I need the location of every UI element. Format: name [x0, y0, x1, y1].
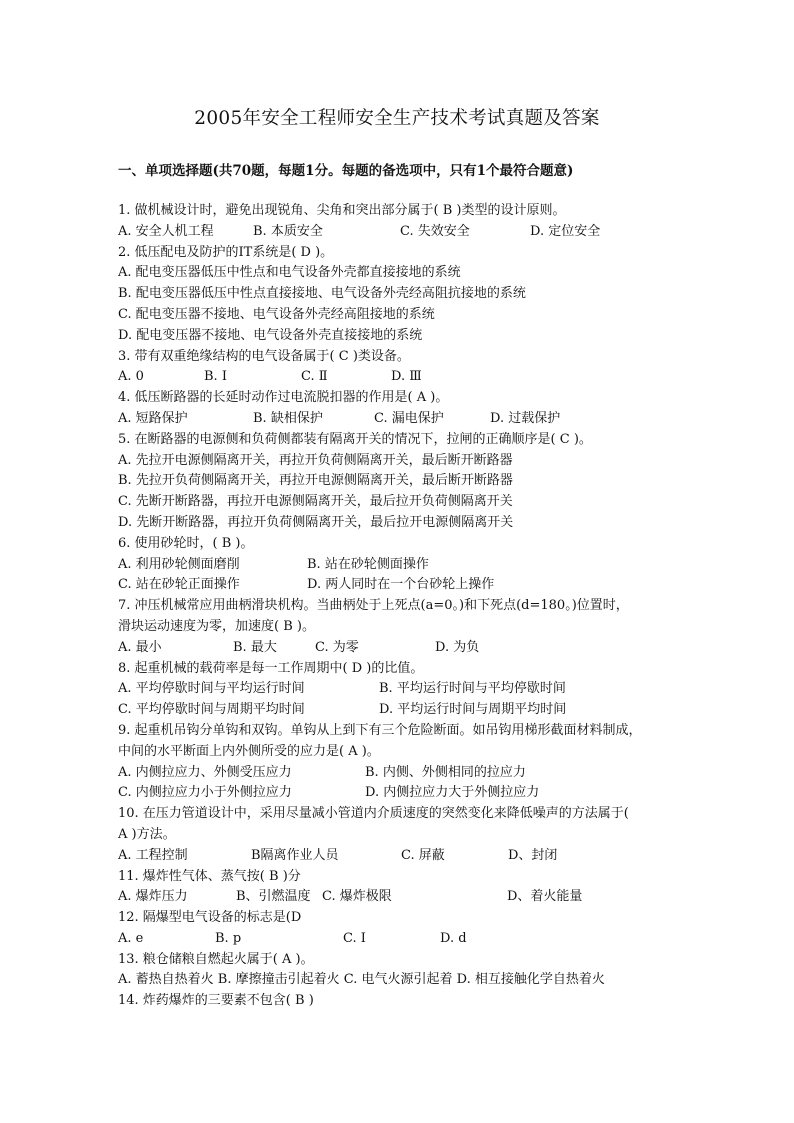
option-item: C. 屏蔽 — [401, 847, 445, 863]
option-row — [118, 222, 718, 243]
option-item: B. 内侧、外侧相同的拉应力 — [365, 764, 526, 780]
option-row — [118, 367, 718, 388]
option-row — [118, 763, 718, 784]
option-item: D. d — [440, 930, 467, 946]
text-line: 10. 在压力管道设计中，采用尽量减小管道内介质速度的突然变化来降低噪声的方法属于( — [118, 806, 629, 822]
option-item: A. 爆炸压力 — [118, 889, 188, 905]
option-item: B. 站在砂轮侧面操作 — [307, 556, 429, 572]
option-row — [118, 555, 718, 576]
option-item: B、引燃温度 — [236, 889, 311, 905]
option-item: A. 最小 — [118, 639, 162, 655]
option-row — [118, 700, 718, 721]
document-title: 2005年安全工程师安全生产技术考试真题及答案 — [194, 108, 600, 129]
option-item: A. 工程控制 — [118, 847, 188, 863]
option-item: A. 平均停歇时间与平均运行时间 — [118, 681, 305, 697]
option-item: B. I — [204, 369, 227, 385]
text-line: B. 先拉开负荷侧隔离开关，再拉开电源侧隔离开关，最后断开断路器 — [118, 473, 513, 489]
text-line: B. 配电变压器低压中性点直接接地、电气设备外壳经高阻抗接地的系统 — [118, 286, 526, 302]
option-item: C. 失效安全 — [400, 223, 470, 239]
text-line: C. 先断开断路器，再拉开电源侧隔离开关，最后拉开负荷侧隔离开关 — [118, 494, 513, 510]
option-item: B隔离作业人员 — [251, 847, 339, 863]
option-item: B. 本质安全 — [253, 223, 323, 239]
option-item: C. 爆炸极限 — [322, 889, 392, 905]
option-item: D. Ⅲ — [391, 369, 422, 385]
text-line: 8. 起重机械的载荷率是每一工作周期中( D )的比值。 — [118, 660, 424, 676]
option-item: D. 过载保护 — [490, 410, 561, 426]
option-item: B. 最大 — [233, 639, 277, 655]
text-line: D. 先断开断路器，再拉开负荷侧隔离开关，最后拉开电源侧隔离开关 — [118, 514, 514, 530]
question-body — [118, 201, 718, 1012]
option-item: D. 为负 — [435, 639, 480, 655]
text-line: 4. 低压断路器的长延时动作过电流脱扣器的作用是( A )。 — [118, 390, 449, 406]
option-item: B. 平均运行时间与平均停歇时间 — [379, 681, 566, 697]
option-item: D. 内侧拉应力大于外侧拉应力 — [365, 785, 540, 801]
option-row — [118, 679, 718, 700]
text-line: 7. 冲压机械常应用曲柄滑块机构。当曲柄处于上死点(a=0。)和下死点(d=180。)位置时， — [118, 598, 629, 614]
text-line: 5. 在断路器的电源侧和负荷侧都装有隔离开关的情况下，拉闸的正确顺序是( C )。 — [118, 431, 592, 447]
option-item: C. I — [343, 930, 366, 946]
text-line: 12. 隔爆型电气设备的标志是(D — [118, 910, 302, 926]
text-line: A. 蓄热自热着火 B. 摩擦撞击引起着火 C. 电气火源引起着 D. 相互接触化学自热着火 — [118, 972, 605, 988]
option-item: A. 短路保护 — [118, 410, 188, 426]
text-line: A. 先拉开电源侧隔离开关，再拉开负荷侧隔离开关，最后断开断路器 — [118, 452, 513, 468]
option-item: C. 站在砂轮正面操作 — [118, 577, 240, 593]
option-row — [118, 575, 718, 596]
option-item: A. e — [118, 930, 144, 946]
option-item: D. 两人同时在一个台砂轮上操作 — [307, 577, 495, 593]
text-line: 2. 低压配电及防护的IT系统是( D )。 — [118, 244, 334, 260]
option-item: A. 内侧拉应力、外侧受压应力 — [118, 764, 292, 780]
option-item: D. 平均运行时间与周期平均时间 — [379, 702, 567, 718]
option-item: B. 缺相保护 — [253, 410, 323, 426]
text-line: 14. 炸药爆炸的三要素不包含( B ) — [118, 993, 314, 1009]
text-line: 13. 粮仓储粮自燃起火属于( A )。 — [118, 951, 314, 967]
text-line: 1. 做机械设计时，避免出现锐角、尖角和突出部分属于( B )类型的设计原则。 — [118, 203, 566, 218]
option-item: C. 漏电保护 — [374, 410, 444, 426]
option-row — [118, 638, 718, 659]
option-row — [118, 887, 718, 908]
text-line: A )方法。 — [118, 826, 176, 842]
text-line: C. 配电变压器不接地、电气设备外壳经高阻接地的系统 — [118, 306, 435, 322]
option-item: C. 内侧拉应力小于外侧拉应力 — [118, 785, 292, 801]
option-row — [118, 846, 718, 867]
option-item: A. 利用砂轮侧面磨削 — [118, 556, 240, 572]
option-item: C. Ⅱ — [301, 369, 328, 385]
text-line: 滑块运动速度为零，加速度( B )。 — [118, 618, 315, 634]
text-line: 中间的水平断面上内外侧所受的应力是( A )。 — [118, 743, 380, 759]
text-line: 6. 使用砂轮时，( B )。 — [118, 535, 254, 551]
option-row — [118, 783, 718, 804]
text-line: 11. 爆炸性气体、蒸气按( B )分 — [118, 868, 301, 884]
option-row — [118, 929, 718, 950]
section-heading: 一、单项选择题(共70题，每题1分。每题的备选项中，只有1个最符合题意) — [118, 163, 574, 179]
text-line: A. 配电变压器低压中性点和电气设备外壳都直接接地的系统 — [118, 265, 461, 281]
option-item: C. 平均停歇时间与周期平均时间 — [118, 702, 305, 718]
option-item: D、封闭 — [508, 847, 558, 863]
text-line: 3. 带有双重绝缘结构的电气设备属于( C )类设备。 — [118, 348, 410, 364]
option-item: D、着火能量 — [507, 889, 583, 905]
option-row — [118, 409, 718, 430]
option-item: A. 0 — [118, 369, 144, 385]
option-item: A. 安全人机工程 — [118, 223, 214, 239]
option-item: D. 定位安全 — [530, 223, 601, 239]
option-item: B. p — [215, 930, 242, 946]
text-line: D. 配电变压器不接地、电气设备外壳直接接地的系统 — [118, 327, 423, 343]
text-line: 9. 起重机吊钩分单钩和双钩。单钩从上到下有三个危险断面。如吊钩用梯形截面材料制成， — [118, 722, 642, 738]
option-item: C. 为零 — [315, 639, 359, 655]
